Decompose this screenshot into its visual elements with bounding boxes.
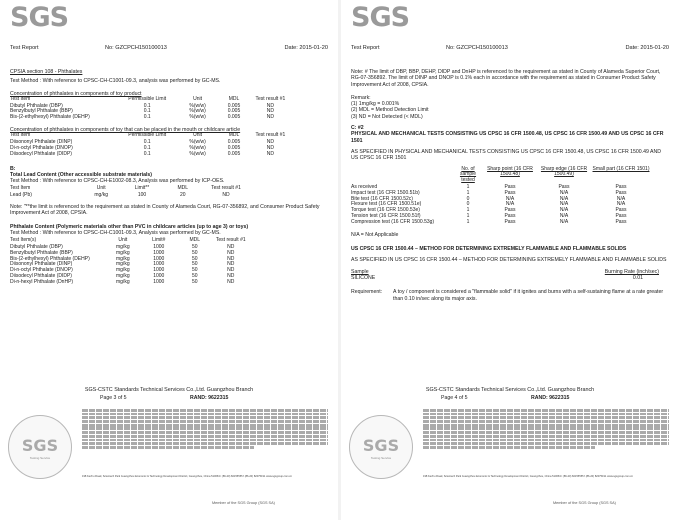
table-cell: mg/kg [115,244,130,251]
member-line: Member of the SGS Group (SGS SA) [212,501,275,505]
physical-tests-table [351,167,651,226]
table-caption: Concentration of phthalates in components of toy that can be placed in the mouth or childcare article [10,127,241,134]
page-3-body [10,62,328,286]
column-header: Test result #1 [211,185,241,192]
table-cell: 1000 [153,244,165,251]
na-note: N/A = Not Applicable [351,231,399,238]
table-cell: 1000 [153,249,165,256]
table-cell: 1000 [153,267,165,274]
page-number: Page 4 of 5 [441,395,468,401]
table-cell: ND [266,139,274,146]
test-method: Test Method : With reference to CPSC-CH-C1001-09.3, analysis was performed by GC-MS. [10,78,221,85]
table-caption: Concentration of phthalates in components of toy product [10,90,142,97]
table-cell: ND [227,261,235,268]
column-header: Permissible Limit [128,95,167,102]
table-cell: 0.1 [143,102,151,109]
table-cell: Compression test (16 CFR 1500.53g) [351,218,435,225]
lead-table [10,186,250,199]
table-cell: Pass [615,212,627,219]
remark-item: (2) MDL = Method Detection Limit [351,107,429,114]
phthalate-content-title: Phthalate Content (Polymeric materials other than PVC in childcare articles (up to age 3) or toys) [10,223,249,230]
column-header: Test Item [10,95,31,102]
table-cell: 1000 [153,261,165,268]
table-cell: Bis-(2-ethylhexyl) Phthalate (DEHP) [10,255,90,262]
table-cell: 50 [192,278,198,285]
table-cell: N/A [559,207,569,214]
flammability-spec: AS SPECIFIED IN US CPSC 16 CFR 1500.44 – METHOD FOR DETERMINING EXTREMELY FLAMMABLE AND FLAMMABLE SOLIDS [351,257,667,264]
fine-print-terms [423,409,669,450]
flammability-title: US CPSC 16 CFR 1500.44 – METHOD FOR DETERMINING EXTREMELY FLAMMABLE AND FLAMMABLE SOLIDS [351,245,627,252]
table-row [10,280,250,286]
page-footer [341,387,679,401]
table-row [10,152,290,158]
sample-label: Sample [351,269,369,276]
table-cell: 0 [466,195,470,202]
footer-company: SGS-CSTC Standards Technical Services Co.,Ltd. Guangzhou Branch [84,387,254,393]
table-cell: 1 [466,207,470,214]
column-header: Test result #1 [255,95,286,102]
table-cell: N/A [559,195,569,202]
table-cell: 1 [466,212,470,219]
table-cell: Pass [504,218,516,225]
table-cell: %(w/w) [189,102,206,109]
column-header: Sharp edge (16 CFR 1500.49) [540,165,588,178]
column-header: Test result #1 [255,132,286,139]
sgs-logo: SGS [10,2,69,33]
table-cell: 0.005 [227,139,241,146]
report-page-4 [341,0,679,520]
table-cell: 50 [192,249,198,256]
table-cell: Pass [504,189,516,196]
table-cell: %(w/w) [189,108,206,115]
column-header: Test Item [10,185,31,192]
remark-item: (1) 1mg/kg = 0.001% [351,101,400,108]
table-cell: N/A [616,195,626,202]
sgs-seal [349,415,413,479]
table-cell: N/A [559,189,569,196]
table-cell: 0.005 [227,144,241,151]
table-cell: 0.1 [143,108,151,115]
remark-label: Remark: [351,94,371,101]
limit-note: Note: # The limit of DBP, BBP, DEHP, DIDP and DnHP is referenced to the requirement as stated in County of Alameda Superior Court, RG-07-356892. The limit of DINP and DNOP is 0.1% each in accordance with the requirement as stated in Consumer Product Safety Improvement Act of 2008, CPSIA. [351,69,661,88]
page-header [10,45,328,55]
table-row [10,115,290,121]
column-header: Limit# [152,237,166,244]
table-cell: N/A [559,212,569,219]
lead-method: Test Method : With reference to CPSC-CH-E1002-08.3, Analysis was performed by ICP-OES. [10,178,225,185]
burning-rate-label: Burning Rate (inch/sec) [604,269,659,276]
sgs-seal [8,415,72,479]
report-page-3 [0,0,338,520]
table-cell: Torque test (16 CFR 1500.53e) [351,207,420,214]
requirement-block [351,289,669,302]
table-header-row [10,186,250,193]
phthalate-table-2 [10,133,290,157]
table-cell: Pass [615,189,627,196]
table-cell: mg/kg [115,261,130,268]
seal-subtitle: Testing Service [370,456,392,460]
table-cell: ND [227,278,235,285]
column-header: MDL [228,132,240,139]
table-cell: %(w/w) [189,114,206,121]
table-cell: Benzylbutyl Phthalate (BBP) [10,249,73,256]
rand-number: RAND: 9622315 [531,395,570,401]
table-cell: mg/kg [115,249,130,256]
table-cell: Di-n-hexyl Phthalate (DnHP) [10,278,74,285]
table-cell: Pass [558,183,570,190]
table-cell: 0 [466,201,470,208]
table-cell: 0.1 [143,114,151,121]
table-cell: Di-n-octyl Phthalate (DNOP) [10,144,73,151]
table-cell: ND [266,144,274,151]
table-cell: Tension test (16 CFR 1500.51f) [351,212,421,219]
column-header [351,167,453,185]
section-label: B: [10,165,16,172]
table-cell: Pass [615,183,627,190]
seal-subtitle: Testing Service [29,456,51,460]
burning-rate-value: 0.01 [632,275,643,282]
table-cell: Pass [504,212,516,219]
column-header: Unit [118,237,128,244]
table-cell: Pass [504,207,516,214]
table-cell: %(w/w) [189,144,206,151]
table-header-row [351,167,651,185]
column-header: MDL [189,237,201,244]
table-cell: N/A [505,201,515,208]
rand-number: RAND: 9622315 [190,395,229,401]
requirement-text: A toy / component is considered a "flammable solid" if it ignites and burns with a self-sustaining flame at a rate greater than 0.10 in/sec along its major axis. [393,289,664,302]
report-date: Date: 2015-01-20 [625,45,669,51]
table-cell: ND [266,108,274,115]
lead-note: Note: "**the limit is referenced to the requirement as stated in County of Alameda Court, RG-07-356892, and Consumer Product Safety Improvement Act of 2008, CPSIA. [10,204,320,217]
remark-list [351,101,669,120]
table-cell: 50 [192,261,198,268]
footer-address: 198 Kezhu Road, Scientech Park Guangzhou Economic & Technology Development District, Guangzhou, China 510663 t (86-20) 82155555 f (86-20) 82075191 www.sgsgroup.com.cn [423,475,634,478]
report-date: Date: 2015-01-20 [284,45,328,51]
table-cell: ND [266,150,274,157]
column-header: Permissible Limit [128,132,167,139]
table-cell: 50 [192,255,198,262]
table-cell: Benzylbutyl Phthalate (BBP) [10,108,73,115]
section-label: C: #2 [351,125,364,132]
table-cell: Pass [615,207,627,214]
table-cell: Impact test (16 CFR 1500.51b) [351,189,420,196]
table-cell: Diisodecyl Phthalate (DIDP) [10,273,72,280]
requirement-label: Requirement: [351,289,383,296]
sample-value: SILICONE [351,275,376,282]
table-cell: ND [227,244,235,251]
table-cell: mg/kg [115,255,130,262]
table-cell: 50 [192,273,198,280]
table-cell: 100 [137,192,147,199]
report-number: No: GZCPCH150100013 [105,45,167,51]
table-cell: Flexure test (16 CFR 1500.51e) [351,201,422,208]
table-cell: 50 [192,267,198,274]
table-cell: ND [227,249,235,256]
column-header: Test result #1 [215,237,246,244]
sgs-logo: SGS [351,2,410,33]
table-cell: Dibutyl Phthalate (DBP) [10,102,63,109]
table-cell: 1000 [153,278,165,285]
burning-rate-table [351,269,669,283]
table-cell: Diisononyl Phthalate (DINP) [10,261,73,268]
table-cell: ND [227,267,235,274]
table-cell: 0.005 [227,150,241,157]
member-line: Member of the SGS Group (SGS SA) [553,501,616,505]
table-cell: N/A [559,201,569,208]
table-cell: 0.1 [143,144,151,151]
page-number: Page 3 of 5 [100,395,127,401]
table-cell: ND [266,114,274,121]
table-cell: Bite test (16 CFR 1500.52c) [351,195,413,202]
phthalate-table-1 [10,97,290,121]
table-cell: Dibutyl Phthalate (DBP) [10,244,63,251]
table-cell: 0.005 [227,114,241,121]
table-cell: Diisononyl Phthalate (DINP) [10,139,73,146]
column-header: Unit [96,185,106,192]
table-cell: mg/kg [115,278,130,285]
column-header: Test Item(s) [10,237,37,244]
column-header: Test Item [10,132,31,139]
seal-title: SGS [21,436,59,455]
table-cell: %(w/w) [189,150,206,157]
table-cell: Pass [504,183,516,190]
table-cell: ND [227,273,235,280]
page-header [351,45,669,55]
column-header: MDL [228,95,240,102]
page-4-body [351,62,669,302]
column-header: No. of sample tested [459,165,477,184]
phthalate-method: Test Method : With reference to CPSC-CH-C1001-09.3, Analysis was performed by GC-MS. [10,229,221,236]
column-header: Limit** [134,185,150,192]
table-cell: mg/kg [115,267,130,274]
table-cell: mg/kg [94,192,108,199]
table-cell: N/A [616,201,626,208]
table-cell: Lead (Pb) [10,192,32,199]
table-cell: ND [266,102,274,109]
table-cell: 0.1 [143,150,151,157]
table-row [351,220,651,226]
table-row [10,193,250,199]
remark-item: (3) ND = Not Detected (< MDL) [351,113,423,120]
seal-title: SGS [362,436,400,455]
table-cell: mg/kg [115,273,130,280]
column-header: Unit [193,95,203,102]
table-cell: 1000 [153,255,165,262]
physical-tests-title: PHYSICAL AND MECHANICAL TESTS CONSISTING US CPSC 16 CFR 1500.48, US CPSC 16 CFR 1500.49 AND US CPSC 16 CFR 1501 [351,131,664,144]
table-cell: N/A [559,218,569,225]
section-title: CPSIA section 108 - Phthalates [10,69,83,75]
report-number: No: GZCPCH150100013 [446,45,508,51]
column-header: Unit [193,132,203,139]
table-cell: As received [351,183,378,190]
table-cell: Pass [615,218,627,225]
table-cell: 0.005 [227,108,241,115]
table-cell: 1000 [153,273,165,280]
fine-print-terms [82,409,328,450]
report-label: Test Report [10,45,39,51]
table-cell: 1 [466,183,470,190]
table-cell: N/A [505,195,515,202]
table-cell: %(w/w) [189,139,206,146]
table-cell: 20 [179,192,186,199]
table-cell: 1 [466,218,470,225]
table-cell: ND [227,255,235,262]
page-footer [0,387,338,401]
table-cell: Di-n-octyl Phthalate (DNOP) [10,267,73,274]
table-cell: Diisodecyl Phthalate (DIDP) [10,150,72,157]
table-cell: ND [222,192,230,199]
lead-title: Total Lead Content (Other accessible substrate materials) [10,171,153,178]
footer-company: SGS-CSTC Standards Technical Services Co.,Ltd. Guangzhou Branch [425,387,595,393]
phthalate-table-3 [10,238,250,285]
table-cell: 1 [466,189,470,196]
column-header: Sharp point (16 CFR 1500.48) [487,165,533,178]
table-cell: Bis-(2-ethylhexyl) Phthalate (DEHP) [10,114,90,121]
physical-tests-spec: AS SPECIFIED IN PHYSICAL AND MECHANICAL TESTS CONSISTING US CPSC 16 CFR 1500.48, US CPSC 16 CFR 1500.49 AND US CPSC 16 CFR 1501 [351,148,661,162]
table-cell: 0.005 [227,102,241,109]
column-header: Small part (16 CFR 1501) [592,165,650,172]
report-label: Test Report [351,45,380,51]
column-header: MDL [177,185,189,192]
footer-address: 198 Kezhu Road, Scientech Park Guangzhou Economic & Technology Development District, Guangzhou, China 510663 t (86-20) 82155555 f (86-20) 82075191 www.sgsgroup.com.cn [82,475,293,478]
table-cell: 50 [192,244,198,251]
table-cell: 0.1 [143,139,151,146]
